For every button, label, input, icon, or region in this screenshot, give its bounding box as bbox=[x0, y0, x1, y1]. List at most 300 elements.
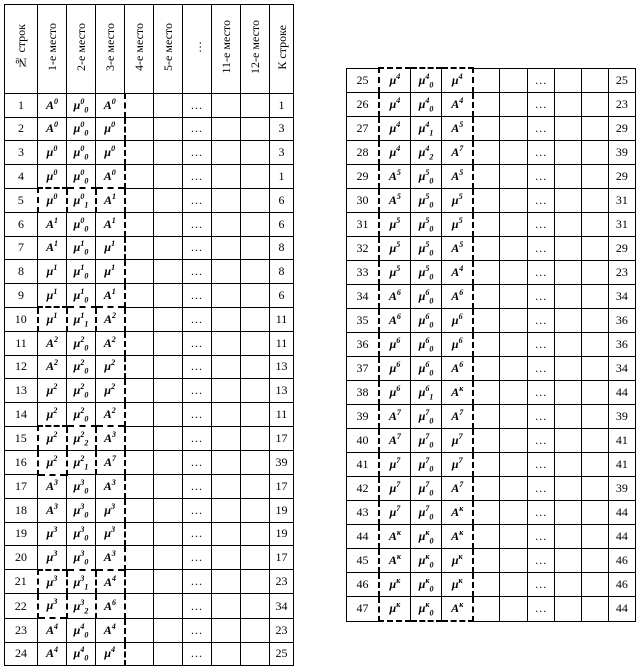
cell-ellipsis: … bbox=[528, 405, 555, 429]
cell-place-4 bbox=[125, 499, 154, 523]
row-number: 19 bbox=[5, 522, 38, 546]
cell-place-3 bbox=[96, 450, 125, 474]
cell-symbol: $\mu^1$ bbox=[46, 286, 58, 302]
table-row bbox=[347, 309, 636, 333]
cell-place-4 bbox=[473, 309, 499, 333]
cell-ellipsis: … bbox=[528, 381, 555, 405]
table-row bbox=[347, 68, 636, 93]
cell-place-5 bbox=[154, 188, 183, 212]
column-header-label: 5-е место bbox=[161, 23, 175, 71]
cell-place-5 bbox=[499, 549, 527, 573]
cell-place-11 bbox=[555, 501, 581, 525]
cell-place-12 bbox=[581, 261, 608, 285]
cell-symbol: $A^6$ bbox=[451, 360, 464, 375]
cell-place-2 bbox=[410, 597, 441, 622]
cell-place-2 bbox=[67, 570, 96, 594]
cell-place-1 bbox=[379, 525, 410, 549]
cell-place-4 bbox=[125, 594, 154, 618]
cell-place-2 bbox=[410, 165, 441, 189]
cell-symbol: $\mu^2$ bbox=[46, 405, 58, 421]
cell-place-5 bbox=[499, 117, 527, 141]
cell-place-4 bbox=[125, 546, 154, 570]
cell-symbol: $\mu^4_0$ bbox=[73, 621, 89, 639]
cell-symbol: $\mu^1_1$ bbox=[73, 311, 89, 329]
cell-place-12 bbox=[241, 402, 270, 426]
row-number: 28 bbox=[347, 141, 379, 165]
cell-symbol: $A^5$ bbox=[388, 192, 401, 207]
cell-place-11 bbox=[212, 594, 241, 618]
cell-place-2 bbox=[410, 237, 441, 261]
cell-place-5 bbox=[499, 525, 527, 549]
cell-symbol: $\mu^к$ bbox=[451, 576, 463, 591]
cell-place-11 bbox=[555, 477, 581, 501]
cell-ellipsis: … bbox=[528, 525, 555, 549]
goto-row: 34 bbox=[608, 357, 635, 381]
table-row bbox=[347, 429, 636, 453]
cell-place-2 bbox=[410, 429, 441, 453]
cell-place-3 bbox=[96, 426, 125, 450]
cell-symbol: $A^3$ bbox=[45, 478, 58, 494]
cell-symbol: $\mu^5$ bbox=[389, 240, 401, 255]
row-number: 5 bbox=[5, 188, 38, 212]
cell-place-1 bbox=[379, 405, 410, 429]
cell-symbol: $A^5$ bbox=[388, 168, 401, 183]
cell-place-11 bbox=[212, 570, 241, 594]
cell-symbol: $\mu^5_0$ bbox=[418, 216, 434, 234]
cell-symbol: $\mu^2$ bbox=[46, 381, 58, 397]
cell-place-1 bbox=[379, 357, 410, 381]
row-number: 34 bbox=[347, 285, 379, 309]
row-number: 10 bbox=[5, 307, 38, 331]
cell-place-5 bbox=[499, 189, 527, 213]
cell-symbol: $A^к$ bbox=[388, 552, 401, 567]
cell-place-1 bbox=[379, 309, 410, 333]
cell-symbol: $A^к$ bbox=[451, 528, 464, 543]
row-number: 26 bbox=[347, 93, 379, 117]
column-header bbox=[96, 5, 125, 94]
cell-symbol: $\mu^7_0$ bbox=[418, 408, 434, 426]
cell-place-3 bbox=[96, 236, 125, 260]
cell-place-11 bbox=[212, 618, 241, 642]
cell-symbol: $A^3$ bbox=[103, 549, 116, 565]
cell-symbol: $\mu^1$ bbox=[46, 311, 58, 327]
goto-row: 39 bbox=[270, 450, 294, 474]
cell-place-5 bbox=[499, 68, 527, 93]
row-number: 12 bbox=[5, 355, 38, 379]
cell-place-4 bbox=[125, 164, 154, 188]
cell-place-5 bbox=[154, 94, 183, 118]
cell-symbol: $\mu^4_0$ bbox=[73, 645, 89, 663]
cell-place-11 bbox=[555, 333, 581, 357]
cell-place-3 bbox=[442, 597, 473, 622]
cell-symbol: $\mu^5$ bbox=[451, 216, 463, 231]
cell-place-3 bbox=[96, 402, 125, 426]
cell-ellipsis: … bbox=[183, 260, 212, 284]
cell-place-4 bbox=[125, 642, 154, 666]
cell-place-4 bbox=[125, 141, 154, 165]
cell-symbol: $A^3$ bbox=[103, 430, 116, 446]
cell-place-1 bbox=[379, 189, 410, 213]
cell-place-1 bbox=[379, 93, 410, 117]
cell-ellipsis: … bbox=[528, 453, 555, 477]
cell-symbol: $A^к$ bbox=[451, 504, 464, 519]
cell-place-12 bbox=[241, 141, 270, 165]
cell-ellipsis: … bbox=[528, 141, 555, 165]
cell-symbol: $A^4$ bbox=[451, 264, 464, 279]
cell-ellipsis: … bbox=[183, 117, 212, 141]
row-number: 37 bbox=[347, 357, 379, 381]
cell-symbol: $\mu^1_0$ bbox=[73, 262, 89, 281]
cell-symbol: $A^6$ bbox=[103, 597, 116, 613]
column-header-label: 3-е место bbox=[103, 23, 117, 71]
cell-ellipsis: … bbox=[528, 597, 555, 622]
cell-place-2 bbox=[67, 475, 96, 499]
cell-place-2 bbox=[67, 94, 96, 118]
cell-place-2 bbox=[410, 309, 441, 333]
cell-place-3 bbox=[96, 331, 125, 355]
cell-place-4 bbox=[125, 188, 154, 212]
table-row bbox=[5, 618, 294, 642]
cell-place-2 bbox=[67, 642, 96, 666]
cell-place-3 bbox=[442, 68, 473, 93]
goto-row: 6 bbox=[270, 283, 294, 307]
cell-place-1 bbox=[379, 141, 410, 165]
cell-place-4 bbox=[125, 522, 154, 546]
cell-symbol: $A^7$ bbox=[388, 408, 401, 423]
cell-place-2 bbox=[67, 594, 96, 618]
cell-symbol: $\mu^3_1$ bbox=[73, 573, 89, 592]
cell-place-4 bbox=[125, 236, 154, 260]
cell-place-3 bbox=[442, 237, 473, 261]
cell-place-5 bbox=[499, 237, 527, 261]
cell-place-11 bbox=[212, 141, 241, 165]
cell-place-2 bbox=[67, 260, 96, 284]
cell-symbol: $A^2$ bbox=[103, 334, 116, 350]
cell-place-11 bbox=[212, 475, 241, 499]
cell-ellipsis: … bbox=[183, 499, 212, 523]
cell-symbol: $\mu^0_1$ bbox=[73, 192, 89, 210]
table-row bbox=[347, 381, 636, 405]
row-number: 29 bbox=[347, 165, 379, 189]
cell-symbol: $\mu^3$ bbox=[104, 525, 116, 541]
goto-row: 41 bbox=[608, 429, 635, 453]
cell-place-4 bbox=[473, 405, 499, 429]
table-body-right bbox=[347, 68, 636, 621]
cell-place-12 bbox=[241, 522, 270, 546]
cell-place-12 bbox=[241, 94, 270, 118]
cell-place-3 bbox=[96, 141, 125, 165]
cell-place-11 bbox=[212, 212, 241, 236]
table-row bbox=[347, 285, 636, 309]
cell-place-5 bbox=[499, 429, 527, 453]
cell-symbol: $\mu^2$ bbox=[104, 358, 116, 374]
cell-symbol: $\mu^1$ bbox=[104, 239, 116, 255]
goto-row: 46 bbox=[608, 573, 635, 597]
cell-place-3 bbox=[442, 525, 473, 549]
cell-place-1 bbox=[379, 333, 410, 357]
cell-ellipsis: … bbox=[183, 642, 212, 666]
goto-row: 1 bbox=[270, 164, 294, 188]
cell-place-4 bbox=[473, 525, 499, 549]
cell-place-5 bbox=[154, 570, 183, 594]
cell-place-5 bbox=[154, 618, 183, 642]
cell-place-3 bbox=[442, 333, 473, 357]
table-row bbox=[347, 597, 636, 622]
column-header-label: … bbox=[190, 41, 204, 53]
cell-place-11 bbox=[555, 261, 581, 285]
cell-place-12 bbox=[241, 117, 270, 141]
row-number: 7 bbox=[5, 236, 38, 260]
cell-symbol: $\mu^2_2$ bbox=[73, 430, 89, 448]
cell-place-3 bbox=[442, 477, 473, 501]
cell-symbol: $\mu^4$ bbox=[389, 72, 401, 87]
cell-symbol: $\mu^4$ bbox=[104, 645, 116, 661]
goto-row: 44 bbox=[608, 381, 635, 405]
cell-symbol: $\mu^0_0$ bbox=[73, 215, 89, 234]
cell-place-11 bbox=[555, 68, 581, 93]
table-row bbox=[347, 213, 636, 237]
cell-place-3 bbox=[442, 285, 473, 309]
cell-place-1 bbox=[38, 236, 67, 260]
cell-place-1 bbox=[38, 307, 67, 331]
cell-place-3 bbox=[96, 522, 125, 546]
cell-place-2 bbox=[67, 117, 96, 141]
row-number: 15 bbox=[5, 426, 38, 450]
cell-place-2 bbox=[67, 499, 96, 523]
cell-place-3 bbox=[442, 573, 473, 597]
cell-ellipsis: … bbox=[528, 237, 555, 261]
row-number: 13 bbox=[5, 379, 38, 403]
cell-place-3 bbox=[96, 570, 125, 594]
cell-symbol: $\mu^6_0$ bbox=[418, 312, 434, 330]
table-row bbox=[5, 594, 294, 618]
cell-symbol: $\mu^7$ bbox=[389, 456, 401, 471]
cell-place-5 bbox=[154, 355, 183, 379]
row-number: 2 bbox=[5, 117, 38, 141]
cell-place-1 bbox=[38, 188, 67, 212]
row-number: 30 bbox=[347, 189, 379, 213]
cell-symbol: $\mu^1$ bbox=[46, 262, 58, 278]
cell-place-2 bbox=[410, 405, 441, 429]
cell-symbol: $\mu^к_0$ bbox=[418, 600, 434, 618]
cell-place-3 bbox=[96, 164, 125, 188]
cell-symbol: $\mu^2$ bbox=[46, 430, 58, 446]
cell-place-2 bbox=[410, 573, 441, 597]
cell-place-11 bbox=[555, 405, 581, 429]
table-row bbox=[347, 93, 636, 117]
cell-place-3 bbox=[442, 165, 473, 189]
cell-place-2 bbox=[410, 189, 441, 213]
column-header bbox=[212, 5, 241, 94]
row-number: 17 bbox=[5, 475, 38, 499]
cell-place-4 bbox=[473, 117, 499, 141]
cell-place-1 bbox=[379, 477, 410, 501]
table-row bbox=[5, 475, 294, 499]
row-number: 45 bbox=[347, 549, 379, 573]
cell-place-3 bbox=[96, 260, 125, 284]
cell-symbol: $\mu^7_0$ bbox=[418, 504, 434, 522]
cell-symbol: $\mu^6$ bbox=[389, 384, 401, 399]
cell-ellipsis: … bbox=[183, 331, 212, 355]
cell-place-4 bbox=[473, 141, 499, 165]
table-row bbox=[347, 549, 636, 573]
cell-place-11 bbox=[555, 525, 581, 549]
cell-symbol: $\mu^7$ bbox=[451, 432, 463, 447]
column-header bbox=[154, 5, 183, 94]
cell-place-2 bbox=[67, 546, 96, 570]
cell-symbol: $\mu^7_0$ bbox=[418, 480, 434, 498]
header-row bbox=[5, 5, 294, 94]
cell-place-3 bbox=[442, 213, 473, 237]
goto-row: 44 bbox=[608, 501, 635, 525]
cell-place-12 bbox=[581, 237, 608, 261]
cell-ellipsis: … bbox=[528, 357, 555, 381]
goto-row: 23 bbox=[608, 261, 635, 285]
cell-ellipsis: … bbox=[528, 165, 555, 189]
cell-place-5 bbox=[499, 357, 527, 381]
cell-symbol: $\mu^5_0$ bbox=[418, 240, 434, 258]
cell-symbol: $A^1$ bbox=[45, 215, 58, 231]
cell-place-5 bbox=[499, 213, 527, 237]
cell-ellipsis: … bbox=[183, 570, 212, 594]
cell-place-12 bbox=[581, 93, 608, 117]
cell-place-1 bbox=[379, 213, 410, 237]
cell-place-5 bbox=[154, 499, 183, 523]
row-number: 25 bbox=[347, 68, 379, 93]
cell-place-1 bbox=[38, 570, 67, 594]
column-header-label: 4-е место bbox=[132, 23, 146, 71]
cell-ellipsis: … bbox=[183, 594, 212, 618]
cell-place-3 bbox=[442, 189, 473, 213]
cell-place-5 bbox=[154, 475, 183, 499]
cell-place-5 bbox=[154, 236, 183, 260]
cell-symbol: $\mu^3$ bbox=[46, 525, 58, 541]
table-row bbox=[5, 117, 294, 141]
row-number: 40 bbox=[347, 429, 379, 453]
cell-symbol: $A^к$ bbox=[451, 384, 464, 399]
goto-row: 39 bbox=[608, 405, 635, 429]
cell-symbol: $A^1$ bbox=[103, 286, 116, 302]
column-header-label: № строк bbox=[14, 24, 28, 70]
cell-symbol: $\mu^к$ bbox=[389, 600, 401, 615]
cell-symbol: $\mu^6$ bbox=[451, 336, 463, 351]
cell-place-2 bbox=[67, 402, 96, 426]
row-number: 44 bbox=[347, 525, 379, 549]
cell-place-4 bbox=[125, 94, 154, 118]
cell-place-4 bbox=[473, 429, 499, 453]
cell-place-2 bbox=[410, 549, 441, 573]
cell-symbol: $\mu^4$ bbox=[451, 72, 463, 87]
cell-place-2 bbox=[67, 283, 96, 307]
cell-place-2 bbox=[67, 426, 96, 450]
cell-place-12 bbox=[581, 525, 608, 549]
cell-place-2 bbox=[67, 331, 96, 355]
row-number: 8 bbox=[5, 260, 38, 284]
cell-symbol: $\mu^0$ bbox=[104, 120, 116, 136]
cell-place-3 bbox=[442, 141, 473, 165]
cell-place-3 bbox=[442, 93, 473, 117]
cell-place-11 bbox=[555, 381, 581, 405]
cell-place-1 bbox=[38, 212, 67, 236]
cell-symbol: $\mu^0_0$ bbox=[73, 143, 89, 162]
cell-ellipsis: … bbox=[528, 213, 555, 237]
cell-place-1 bbox=[379, 117, 410, 141]
goto-row: 19 bbox=[270, 522, 294, 546]
cell-place-5 bbox=[499, 309, 527, 333]
cell-place-12 bbox=[241, 212, 270, 236]
cell-place-11 bbox=[212, 94, 241, 118]
cell-place-2 bbox=[410, 525, 441, 549]
cell-place-1 bbox=[38, 499, 67, 523]
cell-place-2 bbox=[67, 618, 96, 642]
row-number: 3 bbox=[5, 141, 38, 165]
cell-place-4 bbox=[125, 426, 154, 450]
cell-symbol: $A^4$ bbox=[103, 573, 116, 589]
cell-symbol: $A^6$ bbox=[388, 288, 401, 303]
cell-place-1 bbox=[38, 618, 67, 642]
cell-symbol: $\mu^4_2$ bbox=[418, 144, 434, 162]
cell-place-11 bbox=[212, 379, 241, 403]
cell-place-12 bbox=[581, 165, 608, 189]
cell-symbol: $\mu^7$ bbox=[451, 456, 463, 471]
cell-place-2 bbox=[67, 450, 96, 474]
cell-symbol: $\mu^5_0$ bbox=[418, 264, 434, 282]
cell-symbol: $\mu^0$ bbox=[46, 167, 58, 183]
row-number: 46 bbox=[347, 573, 379, 597]
cell-place-5 bbox=[499, 141, 527, 165]
cell-place-4 bbox=[473, 501, 499, 525]
cell-place-12 bbox=[241, 164, 270, 188]
cell-place-1 bbox=[38, 426, 67, 450]
cell-place-1 bbox=[379, 285, 410, 309]
cell-place-12 bbox=[241, 618, 270, 642]
cell-symbol: $\mu^6_0$ bbox=[418, 336, 434, 354]
cell-place-3 bbox=[442, 117, 473, 141]
cell-place-12 bbox=[241, 188, 270, 212]
cell-place-12 bbox=[241, 594, 270, 618]
cell-symbol: $\mu^1$ bbox=[104, 262, 116, 278]
cell-place-3 bbox=[96, 212, 125, 236]
cell-place-11 bbox=[212, 164, 241, 188]
cell-place-12 bbox=[241, 260, 270, 284]
table-row bbox=[347, 117, 636, 141]
cell-symbol: $\mu^6$ bbox=[389, 336, 401, 351]
cell-place-5 bbox=[499, 333, 527, 357]
goto-row: 11 bbox=[270, 307, 294, 331]
table-body-left bbox=[5, 94, 294, 666]
cell-place-12 bbox=[241, 379, 270, 403]
cell-place-1 bbox=[38, 260, 67, 284]
cell-symbol: $A^6$ bbox=[451, 288, 464, 303]
cell-place-2 bbox=[410, 68, 441, 93]
cell-symbol: $A^1$ bbox=[103, 215, 116, 231]
cell-place-5 bbox=[499, 597, 527, 622]
cell-symbol: $\mu^2$ bbox=[104, 381, 116, 397]
cell-symbol: $\mu^7_0$ bbox=[418, 432, 434, 450]
cell-place-5 bbox=[154, 117, 183, 141]
cell-ellipsis: … bbox=[183, 141, 212, 165]
goto-row: 34 bbox=[608, 285, 635, 309]
cell-symbol: $\mu^6_0$ bbox=[418, 360, 434, 378]
cell-place-3 bbox=[442, 309, 473, 333]
cell-ellipsis: … bbox=[528, 477, 555, 501]
goto-row: 25 bbox=[270, 642, 294, 666]
cell-place-4 bbox=[473, 381, 499, 405]
cell-place-1 bbox=[379, 261, 410, 285]
cell-place-3 bbox=[96, 594, 125, 618]
cell-place-4 bbox=[473, 357, 499, 381]
cell-place-4 bbox=[125, 355, 154, 379]
